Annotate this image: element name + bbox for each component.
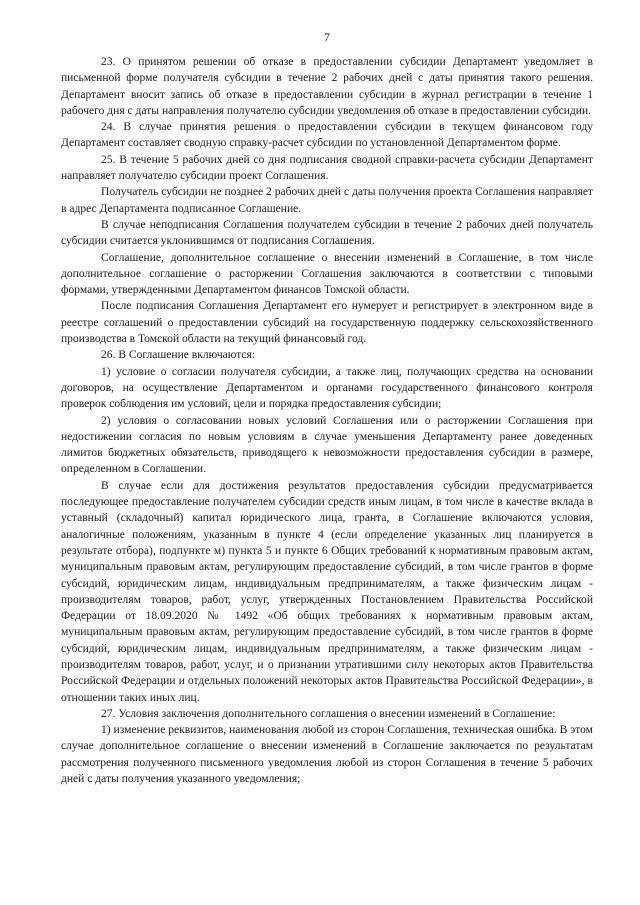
- paragraph-26-item-2: 2) условия о согласовании новых условий Соглашения или о расторжении Соглашения при недостижении согласия по новым условиям в случае уменьшения Департаменту ранее доведенных лимитов бюджетных обязательств, приводящего к невозможности предоставления субсидии в размере, определенном в Соглашении.: [61, 414, 593, 476]
- paragraph-24: 24. В случае принятия решения о предоставлении субсидии в текущем финансовом году Департамент составляет сводную справку-расчет субсидии по установленной Департаментом форме.: [61, 121, 593, 150]
- document-body: [61, 54, 593, 787]
- paragraph-27: 27. Условия заключения дополнительного соглашения о внесении изменений в Соглашение:: [101, 707, 556, 720]
- paragraph-25: 25. В течение 5 рабочих дней со дня подписания сводной справки-расчета субсидии Департамент направляет получателю субсидии проект Соглашения.: [61, 153, 593, 183]
- paragraph-23: 23. О принятом решении об отказе в предоставлении субсидии Департамент уведомляет в письменной форме получателя субсидии в течение 2 рабочих дней с даты принятия такого решения. Департамент вносит запись об отказе в предоставлении субсидии в журнал регистрации в течение 1 рабочего дня с даты направления получателю субсидии уведомления об отказе в предоставлении субсидии.: [61, 56, 593, 117]
- page-number: 7: [324, 32, 330, 44]
- paragraph-26-third-parties: В случае если для достижения результатов предоставления субсидии предусматривается последующее предоставление получателем субсидии средств иным лицам, в том числе в качестве вклада в уставный (складочный) капитал юридического лица, гранта, в Соглашение включаются условия, аналогичные положениям, указанным в пункте 4 (если определение указанных лиц планируется в результате отбора), подпункте м) пункта 5 и пункте 6 Общих требований к нормативным правовым актам, муниципальным правовым актам, регулирующим предоставление субсидий, в том числе грантов в форме субсидий, юридическим лицам, индивидуальным предпринимателям, а также физическим лицам - производителям товаров, работ, услуг, утвержденных Постановлением Правительства Российской Федерации от 18.09.2020 № 1492 «Об общих требованиях к нормативным правовым актам, муниципальным правовым актам, регулирующим предоставление субсидий, в том числе грантов в форме субсидий, юридическим лицам, индивидуальным предпринимателям, а также физическим лицам - производителям товаров, работ, услуг, и о признании утратившими силу некоторых актов Правительства Российской Федерации и отдельных положений некоторых актов Правительства Российской Федерации», в отношении таких иных лиц.: [61, 479, 593, 704]
- paragraph-26-item-1: 1) условие о согласии получателя субсидии, а также лиц, получающих средства на основании договоров, на осуществление Департаментом и органами государственного финансового контроля проверок соблюдения им условий, цели и порядка предоставления субсидии;: [61, 365, 593, 411]
- paragraph-25-non-signing: В случае неподписания Соглашения получателем субсидии в течение 2 рабочих дней получатель субсидии считается уклонившимся от подписания Соглашения.: [61, 218, 593, 248]
- paragraph-25-standard-forms: Соглашение, дополнительное соглашение о внесении изменений в Соглашение, в том числе дополнительное соглашение о расторжении Соглашения заключаются в соответствии с типовыми формами, утвержденными Департаментом финансов Томской области.: [61, 251, 593, 297]
- paragraph-25-recipient-signing: Получатель субсидии не позднее 2 рабочих дней с даты получения проекта Соглашения направляет в адрес Департамента подписанное Соглашение.: [61, 186, 593, 215]
- paragraph-25-registration: После подписания Соглашения Департамент его нумерует и регистрирует в электронном виде в реестре соглашений о предоставлении субсидий на государственную поддержку сельскохозяйственного производства в Томской области на текущий финансовый год.: [61, 300, 593, 346]
- paragraph-27-item-1: 1) изменение реквизитов, наименования любой из сторон Соглашения, техническая ошибка. В этом случае дополнительное соглашение о внесении изменений в Соглашение заключается по результатам рассмотрения полученного письменного уведомления любой из сторон Соглашения в течение 5 рабочих дней с даты получения указанного уведомления;: [61, 724, 593, 786]
- paragraph-26: 26. В Соглашение включаются:: [101, 349, 256, 362]
